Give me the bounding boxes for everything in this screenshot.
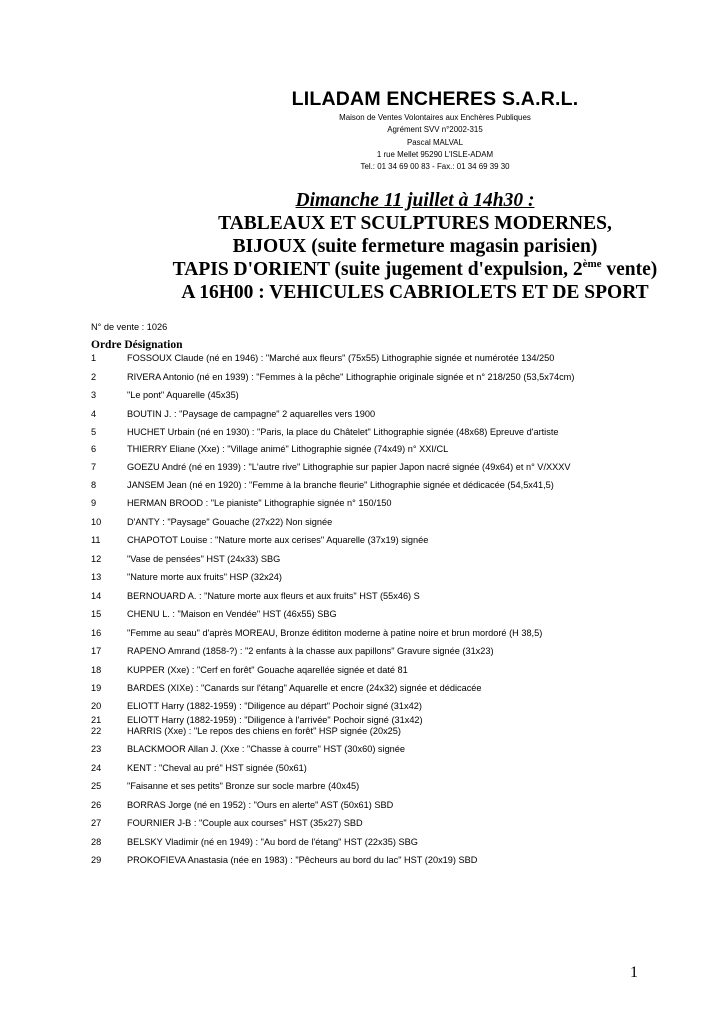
sale-title-line-3 bbox=[100, 258, 724, 281]
lot-row bbox=[91, 353, 611, 365]
lot-row bbox=[91, 701, 611, 713]
company-address: 1 rue Mellet 95290 L'ISLE-ADAM bbox=[376, 148, 494, 159]
lot-number: 18 bbox=[91, 664, 102, 675]
lot-row bbox=[91, 554, 611, 566]
company-approval: Agrément SVV n°2002-315 bbox=[387, 124, 483, 135]
lot-row bbox=[91, 517, 611, 529]
company-phone-fax: Tel.: 01 34 69 00 83 - Fax.: 01 34 69 39 30 bbox=[360, 161, 510, 172]
sale-title-line-1: TABLEAUX ET SCULPTURES MODERNES, bbox=[218, 213, 612, 234]
lot-row bbox=[91, 444, 611, 456]
sale-number: N° de vente : 1026 bbox=[91, 322, 168, 332]
sale-title-line-3-main: TAPIS D'ORIENT (suite jugement d'expulsion, 2 bbox=[172, 259, 583, 280]
lot-number: 20 bbox=[91, 700, 102, 711]
lot-description: RAPENO Amrand (1858-?) : "2 enfants à la chasse aux papillons" Gravure signée (31x23) bbox=[127, 646, 494, 656]
lot-description: RIVERA Antonio (né en 1939) : "Femmes à la pêche" Lithographie originale signée et n° 218/250 (53,5x74cm) bbox=[127, 371, 575, 382]
company-name: LILADAM ENCHERES S.A.R.L. bbox=[291, 88, 579, 110]
lot-row bbox=[91, 591, 611, 603]
lot-number: 21 bbox=[91, 715, 102, 725]
lot-number: 2 bbox=[91, 371, 97, 382]
lot-description: CHAPOTOT Louise : "Nature morte aux cerises" Aquarelle (37x19) signée bbox=[127, 535, 429, 545]
lot-number: 10 bbox=[91, 516, 102, 527]
lot-number: 24 bbox=[91, 762, 102, 773]
lot-row bbox=[91, 390, 611, 402]
lot-number: 6 bbox=[91, 443, 97, 454]
lot-row bbox=[91, 409, 611, 421]
lot-number: 27 bbox=[91, 818, 102, 828]
lot-description: BLACKMOOR Allan J. (Xxe : "Chasse à courre" HST (30x60) signée bbox=[127, 744, 406, 754]
lot-description: ELIOTT Harry (1882-1959) : "Diligence à l'arrivée" Pochoir signé (31x42) bbox=[127, 715, 423, 725]
column-header: Ordre Désignation bbox=[91, 339, 183, 351]
lot-description: HARRIS (Xxe) : "Le repos des chiens en forêt" HSP signée (20x25) bbox=[127, 725, 401, 736]
company-tagline: Maison de Ventes Volontaires aux Enchères Publiques bbox=[339, 112, 531, 122]
lot-description: THIERRY Eliane (Xxe) : "Village animé" Lithographie signée (74x49) n° XXI/CL bbox=[127, 443, 449, 454]
sale-title-line-4: A 16H00 : VEHICULES CABRIOLETS ET DE SPORT bbox=[181, 282, 649, 303]
lot-row bbox=[91, 665, 611, 677]
lot-description: FOURNIER J-B : "Couple aux courses" HST (35x27) SBD bbox=[127, 818, 363, 828]
lot-description: "Femme au seau" d'après MOREAU, Bronze édititon moderne à patine noire et brun mordoré (H 38,5) bbox=[127, 627, 543, 638]
lot-row bbox=[91, 818, 611, 830]
lot-row bbox=[91, 763, 611, 775]
lot-number: 13 bbox=[91, 572, 102, 582]
lot-description: CHENU L. : "Maison en Vendée" HST (46x55) SBG bbox=[127, 609, 337, 619]
lot-number: 26 bbox=[91, 799, 102, 810]
lot-row bbox=[91, 800, 611, 812]
lot-number: 1 bbox=[91, 353, 97, 363]
lot-description: "Nature morte aux fruits" HSP (32x24) bbox=[127, 572, 282, 582]
lot-number: 12 bbox=[91, 553, 102, 564]
sale-title-block bbox=[100, 189, 724, 304]
page-number: 1 bbox=[630, 964, 638, 981]
lot-number: 16 bbox=[91, 627, 102, 638]
lot-description: HUCHET Urbain (né en 1930) : "Paris, la place du Châtelet" Lithographie signée (48x68) Epreuve d'artiste bbox=[127, 427, 559, 437]
lot-row bbox=[91, 855, 611, 867]
lot-row bbox=[91, 683, 611, 695]
lot-description: D'ANTY : "Paysage" Gouache (27x22) Non signée bbox=[127, 516, 333, 527]
lot-number: 25 bbox=[91, 781, 102, 791]
lot-row bbox=[91, 498, 611, 510]
lot-number: 29 bbox=[91, 855, 102, 865]
company-contact-name: Pascal MALVAL bbox=[407, 136, 463, 147]
lot-row bbox=[91, 726, 611, 738]
lot-row bbox=[91, 609, 611, 621]
lot-number: 11 bbox=[91, 535, 101, 545]
lot-number: 8 bbox=[91, 479, 97, 490]
lot-number: 9 bbox=[91, 498, 97, 508]
lot-description: KUPPER (Xxe) : "Cerf en forêt" Gouache aqarellée signée et daté 81 bbox=[127, 664, 408, 675]
sale-title-line-3-superscript: ème bbox=[582, 258, 602, 270]
lot-description: FOSSOUX Claude (né en 1946) : "Marché aux fleurs" (75x55) Lithographie signée et numérotée 134/250 bbox=[127, 353, 555, 363]
lot-number: 3 bbox=[91, 390, 97, 400]
sale-title-line-3-end: vente) bbox=[601, 259, 658, 280]
lot-number: 15 bbox=[91, 609, 102, 619]
lot-row bbox=[91, 462, 611, 474]
lot-number: 22 bbox=[91, 725, 102, 736]
lot-description: JANSEM Jean (né en 1920) : "Femme à la branche fleurie" Lithographie signée et dédicacée (54,5x41,5) bbox=[127, 479, 554, 490]
lot-row bbox=[91, 535, 611, 547]
lot-description: PROKOFIEVA Anastasia (née en 1983) : "Pêcheurs au bord du lac" HST (20x19) SBD bbox=[127, 855, 478, 865]
lot-row bbox=[91, 372, 611, 384]
sale-date: Dimanche 11 juillet à 14h30 : bbox=[295, 190, 535, 211]
lot-description: KENT : "Cheval au pré" HST signée (50x61) bbox=[127, 762, 307, 773]
lot-row bbox=[91, 628, 611, 640]
lot-description: BERNOUARD A. : "Nature morte aux fleurs et aux fruits" HST (55x46) S bbox=[127, 590, 420, 601]
lot-row bbox=[91, 837, 611, 849]
lot-description: "Le pont" Aquarelle (45x35) bbox=[127, 390, 239, 400]
sale-title-line-2: BIJOUX (suite fermeture magasin parisien) bbox=[232, 236, 598, 257]
lot-description: ELIOTT Harry (1882-1959) : "Diligence au départ" Pochoir signé (31x42) bbox=[127, 700, 422, 711]
lot-row bbox=[91, 572, 611, 584]
lot-description: "Vase de pensées" HST (24x33) SBG bbox=[127, 553, 281, 564]
lot-description: BELSKY Vladimir (né en 1949) : "Au bord de l'étang" HST (22x35) SBG bbox=[127, 836, 418, 847]
lot-row bbox=[91, 744, 611, 756]
lot-description: GOEZU André (né en 1939) : "L'autre rive" Lithographie sur papier Japon nacré signée (49x64) et n° V/XXXV bbox=[127, 462, 571, 472]
lot-number: 7 bbox=[91, 462, 97, 472]
lot-description: BOUTIN J. : "Paysage de campagne" 2 aquarelles vers 1900 bbox=[127, 408, 376, 419]
lot-row bbox=[91, 646, 611, 658]
lot-number: 28 bbox=[91, 836, 102, 847]
lot-number: 4 bbox=[91, 408, 97, 419]
lot-description: "Faisanne et ses petits" Bronze sur socle marbre (40x45) bbox=[127, 781, 360, 791]
lot-number: 14 bbox=[91, 590, 102, 601]
lot-list bbox=[91, 353, 611, 867]
lot-description: HERMAN BROOD : "Le pianiste" Lithographie signée n° 150/150 bbox=[127, 498, 392, 508]
lot-number: 5 bbox=[91, 427, 97, 437]
lot-row bbox=[91, 427, 611, 439]
lot-row bbox=[91, 781, 611, 793]
lot-description: BARDES (XIXe) : "Canards sur l'étang" Aquarelle et encre (24x32) signée et dédicacée bbox=[127, 683, 482, 693]
letterhead bbox=[200, 88, 670, 172]
lot-number: 19 bbox=[91, 683, 102, 693]
lot-number: 23 bbox=[91, 744, 102, 754]
lot-row bbox=[91, 480, 611, 492]
lot-description: BORRAS Jorge (né en 1952) : "Ours en alerte" AST (50x61) SBD bbox=[127, 799, 394, 810]
lot-number: 17 bbox=[91, 646, 102, 656]
